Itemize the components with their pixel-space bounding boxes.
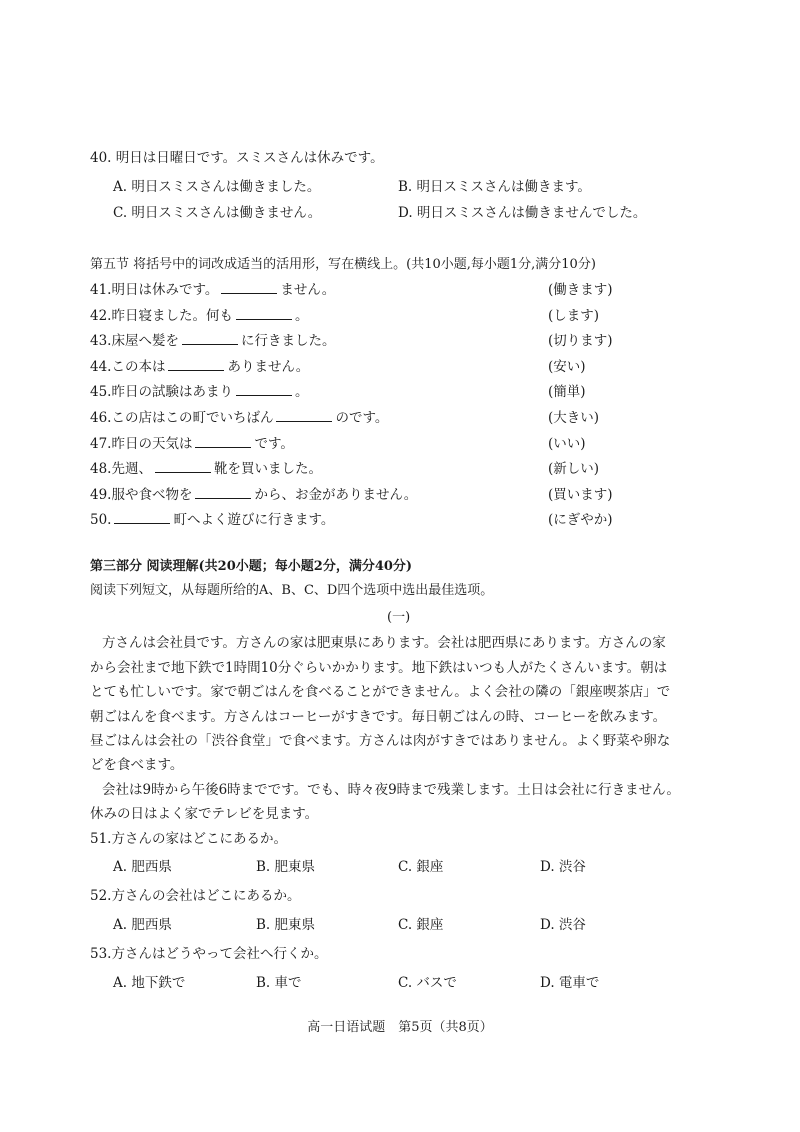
hint: (にぎやか) [548,512,613,528]
fill-item-48: 48.先週、 靴を買いました。 (新しい) [90,457,650,477]
q52-option-c[interactable]: C. 銀座 [398,917,444,933]
q51-option-a[interactable]: A. 肥西県 [113,859,172,875]
passage-line: 会社は9時から午後6時までです。でも、時々夜9時まで残業します。土日は会社に行きません。 [102,782,680,798]
question-53: 53.方さんはどうやって会社へ行くか。 [90,946,328,962]
fill-item-47: 47.昨日の天気は です。 (いい) [90,432,650,452]
passage-line: 朝ごはんを食べます。方さんはコーヒーがすきです。毎日朝ごはんの時、コーヒーを飲みます。 [90,709,667,725]
answer-blank[interactable] [195,486,251,499]
passage-line: とても忙しいです。家で朝ごはんを食べることができません。よく会社の隣の「銀座喫茶店」で [90,684,671,700]
answer-blank[interactable] [182,332,238,345]
answer-blank[interactable] [155,460,211,473]
part3-instruction: 阅读下列短文，从每题所给的A、B、C、D四个选项中选出最佳选项。 [90,583,494,598]
question-51: 51.方さんの家はどこにあるか。 [90,831,287,847]
q51-option-d[interactable]: D. 渋谷 [540,859,586,875]
part3-header: 第三部分 阅读理解(共20小题；每小题2分，满分40分) [90,559,413,574]
answer-blank[interactable] [276,409,332,422]
answer-blank[interactable] [195,435,251,448]
q52-option-a[interactable]: A. 肥西県 [113,917,172,933]
passage-line: から会社まで地下鉄で1時間10分ぐらいかかります。地下鉄はいつも人がたくさんいます。朝は [90,660,668,676]
fill-item-41: 41.明日は休みです。 ません。 (働きます) [90,278,650,298]
q53-option-c[interactable]: C. バスで [398,975,457,991]
hint: (簡単) [548,384,586,400]
fill-item-46: 46.この店はこの町でいちばん のです。 (大きい) [90,406,650,426]
answer-blank[interactable] [236,383,292,396]
page-footer: 高一日语试题 第5页（共8页） [307,1020,493,1035]
passage-line: 方さんは会社員です。方さんの家は肥東県にあります。会社は肥西県にあります。方さんの家 [102,635,666,651]
q40-option-d[interactable]: D. 明日スミスさんは働きませんでした。 [398,205,647,221]
hint: (大きい) [548,410,600,426]
section5-header: 第五节 将括号中的词改成适当的活用形，写在横线上。(共10小题,每小题1分,满分10分) [90,257,596,272]
q51-option-b[interactable]: B. 肥東県 [256,859,316,875]
hint: (働きます) [548,282,613,298]
q40-option-c[interactable]: C. 明日スミスさんは働きません。 [113,205,322,221]
passage-line: 昼ごはんは会社の「渋谷食堂」で食べます。方さんは肉がすきではありません。よく野菜や卵な [90,733,671,749]
hint: (切ります) [548,333,613,349]
q52-option-d[interactable]: D. 渋谷 [540,917,586,933]
passage-line: どを食べます。 [90,757,184,773]
hint: (安い) [548,359,586,375]
answer-blank[interactable] [236,307,292,320]
fill-item-50: 50. 町へよく遊びに行きます。 (にぎやか) [90,508,650,528]
hint: (いい) [548,436,586,452]
answer-blank[interactable] [114,511,170,524]
hint: (します) [548,308,600,324]
passage-number: (一) [387,610,411,625]
q53-option-d[interactable]: D. 電車で [540,975,600,991]
question-40: 40. 明日は日曜日です。スミスさんは休みです。 [90,150,384,166]
hint: (買います) [548,487,613,503]
answer-blank[interactable] [221,281,277,294]
q52-option-b[interactable]: B. 肥東県 [256,917,316,933]
answer-blank[interactable] [168,358,224,371]
fill-item-42: 42.昨日寝ました。何も 。 (します) [90,304,650,324]
fill-item-44: 44.この本は ありません。 (安い) [90,355,650,375]
q40-option-a[interactable]: A. 明日スミスさんは働きました。 [113,179,321,195]
fill-item-49: 49.服や食べ物を から、お金がありません。 (買います) [90,483,650,503]
hint: (新しい) [548,461,600,477]
q53-option-a[interactable]: A. 地下鉄で [113,975,186,991]
fill-item-43: 43.床屋へ髪を に行きました。 (切ります) [90,329,650,349]
fill-item-45: 45.昨日の試験はあまり 。 (簡単) [90,380,650,400]
passage-line: 休みの日はよく家でテレビを見ます。 [90,806,319,822]
q40-option-b[interactable]: B. 明日スミスさんは働きます。 [398,179,591,195]
q51-option-c[interactable]: C. 銀座 [398,859,444,875]
q53-option-b[interactable]: B. 車で [256,975,302,991]
question-52: 52.方さんの会社はどこにあるか。 [90,888,301,904]
